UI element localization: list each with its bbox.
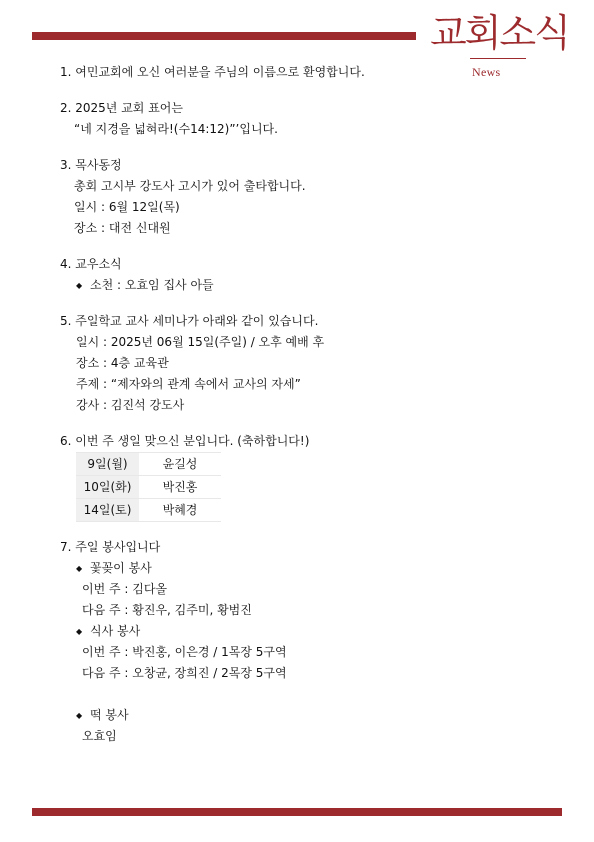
item-7-bullet-ricecake	[60, 705, 560, 726]
birthday-day: 10일(화)	[76, 476, 139, 499]
item-6-heading: 6. 이번 주 생일 맞으신 분입니다. (축하합니다!)	[60, 434, 310, 448]
item-7-bullet-meal	[60, 621, 560, 642]
item-7-bullet-flowers	[60, 558, 560, 579]
birthday-day: 9일(월)	[76, 453, 139, 476]
item-7-flowers-label: 꽃꽂이 봉사	[90, 561, 152, 575]
table-row	[76, 453, 221, 476]
item-3-heading: 3. 목사동정	[60, 158, 122, 172]
item-5-speaker: 강사 : 김진석 강도사	[76, 398, 185, 412]
bullet-icon: ◆	[76, 564, 83, 573]
item-4-bullet-1	[60, 275, 560, 296]
item-7-ricecake-name: 오효임	[82, 729, 117, 743]
item-5-topic: 주제 : “제자와의 관계 속에서 교사의 자세”	[76, 377, 301, 391]
table-row	[76, 476, 221, 499]
item-4-bullet-1-text: 소천 : 오효임 집사 아들	[90, 278, 214, 292]
item-3-place: 장소 : 대전 신대원	[74, 221, 171, 235]
item-2-heading: 2. 2025년 교회 표어는	[60, 101, 183, 115]
announcement-list	[60, 62, 560, 747]
birthday-table	[76, 452, 221, 522]
birthday-day: 14일(토)	[76, 499, 139, 522]
item-7-ricecake-label: 떡 봉사	[90, 708, 129, 722]
bullet-icon: ◆	[76, 711, 83, 720]
bullet-icon: ◆	[76, 627, 83, 636]
table-row	[76, 499, 221, 522]
item-5-heading: 5. 주일학교 교사 세미나가 아래와 같이 있습니다.	[60, 314, 319, 328]
item-5-date: 일시 : 2025년 06월 15일(주일) / 오후 예배 후	[76, 335, 325, 349]
item-7-flowers-this-week: 이번 주 : 김다올	[82, 582, 168, 596]
item-7-meal-next-week: 다음 주 : 오창균, 장희진 / 2목장 5구역	[82, 666, 287, 680]
masthead-rule	[470, 58, 526, 59]
masthead-title: 교회소식	[430, 11, 569, 55]
item-5-place: 장소 : 4층 교육관	[76, 356, 169, 370]
bottom-accent-bar	[32, 808, 562, 816]
birthday-name: 윤길성	[139, 453, 221, 476]
item-7-meal-label: 식사 봉사	[90, 624, 141, 638]
bullet-icon: ◆	[76, 281, 83, 290]
item-4-heading: 4. 교우소식	[60, 257, 122, 271]
item-7-meal-this-week: 이번 주 : 박진홍, 이은경 / 1목장 5구역	[82, 645, 287, 659]
item-7-heading: 7. 주일 봉사입니다	[60, 540, 161, 554]
top-accent-bar	[32, 32, 416, 40]
masthead-subtitle: News	[472, 65, 501, 79]
birthday-name: 박진홍	[139, 476, 221, 499]
birthday-name: 박혜경	[139, 499, 221, 522]
item-1-welcome: 1. 여민교회에 오신 여러분을 주님의 이름으로 환영합니다.	[60, 65, 365, 79]
item-7-flowers-next-week: 다음 주 : 황진우, 김주미, 황범진	[82, 603, 252, 617]
item-2-motto: “네 지경을 넓혀라!(수14:12)”’입니다.	[74, 122, 278, 136]
item-3-detail: 총회 고시부 강도사 고시가 있어 출타합니다.	[74, 179, 306, 193]
item-3-date: 일시 : 6월 12일(목)	[74, 200, 180, 214]
